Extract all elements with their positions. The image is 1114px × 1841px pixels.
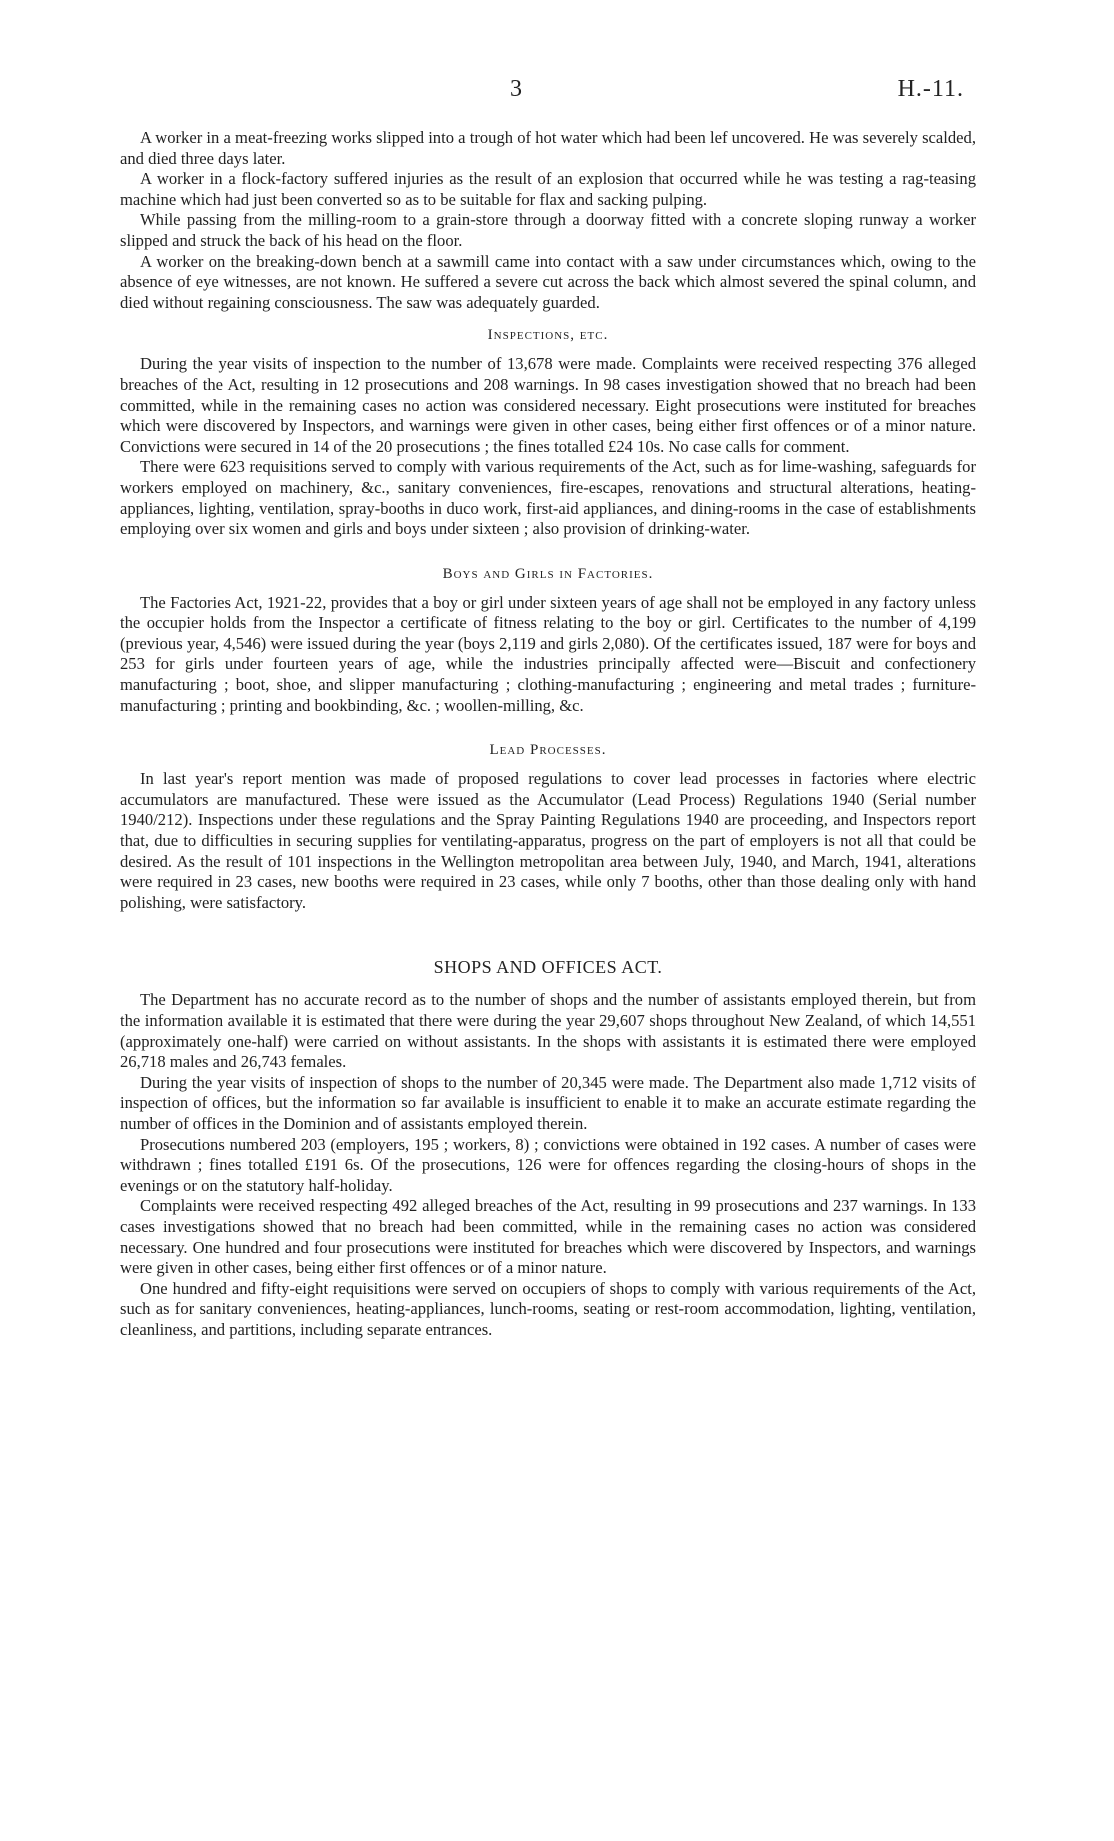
shops-offices-section <box>120 957 976 1340</box>
major-heading: SHOPS AND OFFICES ACT. <box>433 957 663 978</box>
inspections-section <box>120 327 976 539</box>
section-heading: Inspections, etc. <box>487 327 609 344</box>
paragraph: Complaints were received respecting 492 alleged breaches of the Act, resulting in 99 prosecutions and 237 warnings. In 133 cases investigations showed that no breach had been committed, while in the remaining cases no action was considered necessary. One hundred and four prosecutions were instituted for breaches which were discovered by Inspectors, and warnings were given in other cases, being either first offences or of a minor nature. <box>120 1196 976 1278</box>
page-content <box>120 128 976 1341</box>
paragraph: A worker on the breaking-down bench at a sawmill came into contact with a saw under circumstances which, owing to the absence of eye witnesses, are not known. He suffered a severe cut across the back which almost severed the spinal column, and died without regaining consciousness. The saw was adequately guarded. <box>120 251 976 312</box>
paragraph: During the year visits of inspection to the number of 13,678 were made. Complaints were received respecting 376 alleged breaches of the Act, resulting in 12 prosecutions and 208 warnings. In 98 cases investigation showed that no breach had been committed, while in the remaining cases no action was considered necessary. Eight prosecutions were instituted for breaches which were discovered by Inspectors, and warnings were given in other cases, being either first offences or of a minor nature. Convictions were secured in 14 of the 20 prosecutions ; the fines totalled £24 10s. No case calls for comment. <box>120 354 976 456</box>
paragraph: A worker in a flock-factory suffered injuries as the result of an explosion that occurred while he was testing a rag-teasing machine which had just been converted so as to be suitable for flax and sacking pulping. <box>120 169 976 209</box>
paragraph: A worker in a meat-freezing works slipped into a trough of hot water which had been lef uncovered. He was severely scalded, and died three days later. <box>120 128 976 168</box>
paragraph: While passing from the milling-room to a grain-store through a doorway fitted with a concrete sloping runway a worker slipped and struck the back of his head on the floor. <box>120 210 976 250</box>
paragraph: During the year visits of inspection of shops to the number of 20,345 were made. The Department also made 1,712 visits of inspection of offices, but the information so far available is insufficient to enable it to make an accurate estimate regarding the number of offices in the Dominion and of assistants employed therein. <box>120 1072 976 1133</box>
paragraph: There were 623 requisitions served to comply with various requirements of the Act, such as for lime-washing, safeguards for workers employed on machinery, &c., sanitary conveniences, fire-escapes, renovations and structural alterations, heating-appliances, lighting, ventilation, spray-booths in duco work, first-aid appliances, and dining-rooms in the case of establishments employing over six women and girls and boys under sixteen ; also provision of drinking-water. <box>120 457 976 539</box>
paragraph: The Factories Act, 1921-22, provides that a boy or girl under sixteen years of age shall not be employed in any factory unless the occupier holds from the Inspector a certificate of fitness relating to the boy or girl. Certificates to the number of 4,199 (previous year, 4,546) were issued during the year (boys 2,119 and girls 2,080). Of the certificates issued, 187 were for boys and 253 for girls under fourteen years of age, while the industries principally affected were—Biscuit and confectionery manufacturing ; boot, shoe, and slipper manufacturing ; clothing-manufacturing ; engineering and metal trades ; furniture-manufacturing ; printing and bookbinding, &c. ; woollen-milling, &c. <box>120 592 976 715</box>
document-reference: H.-11. <box>897 76 964 102</box>
paragraph: Prosecutions numbered 203 (employers, 195 ; workers, 8) ; convictions were obtained in 192 cases. A number of cases were withdrawn ; fines totalled £191 6s. Of the prosecutions, 126 were for offences regarding the closing-hours of shops in the evenings or on the statutory half-holiday. <box>120 1134 976 1195</box>
boys-girls-section <box>120 566 976 717</box>
accidents-section <box>120 128 976 313</box>
paragraph: The Department has no accurate record as to the number of shops and the number of assistants employed therein, but from the information available it is estimated that there were during the year 29,607 shops throughout New Zealand, of which 14,551 (approximately one-half) were carried on without assistants. In the shops with assistants it is estimated there were employed 26,718 males and 26,743 females. <box>120 990 976 1072</box>
paragraph: One hundred and fifty-eight requisitions were served on occupiers of shops to comply with various requirements of the Act, such as for sanitary conveniences, heating-appliances, lunch-rooms, seating or rest-room accommodation, lighting, ventilation, cleanliness, and partitions, including separate entrances. <box>120 1278 976 1339</box>
paragraph: In last year's report mention was made of proposed regulations to cover lead processes in factories where electric accumulators are manufactured. These were issued as the Accumulator (Lead Process) Regulations 1940 (Serial number 1940/212). Inspections under these regulations and the Spray Painting Regulations 1940 are proceeding, and Inspectors report that, due to difficulties in securing supplies for ventilating-apparatus, progress on the part of employers is not all that could be desired. As the result of 101 inspections in the Wellington metropolitan area between July, 1940, and March, 1941, alterations were required in 23 cases, new booths were required in 23 cases, while only 7 booths, other than those dealing only with hand polishing, were satisfactory. <box>120 769 976 912</box>
section-heading: Boys and Girls in Factories. <box>442 565 654 582</box>
page-number: 3 <box>510 76 522 102</box>
lead-processes-section <box>120 742 976 913</box>
section-heading: Lead Processes. <box>489 742 607 759</box>
